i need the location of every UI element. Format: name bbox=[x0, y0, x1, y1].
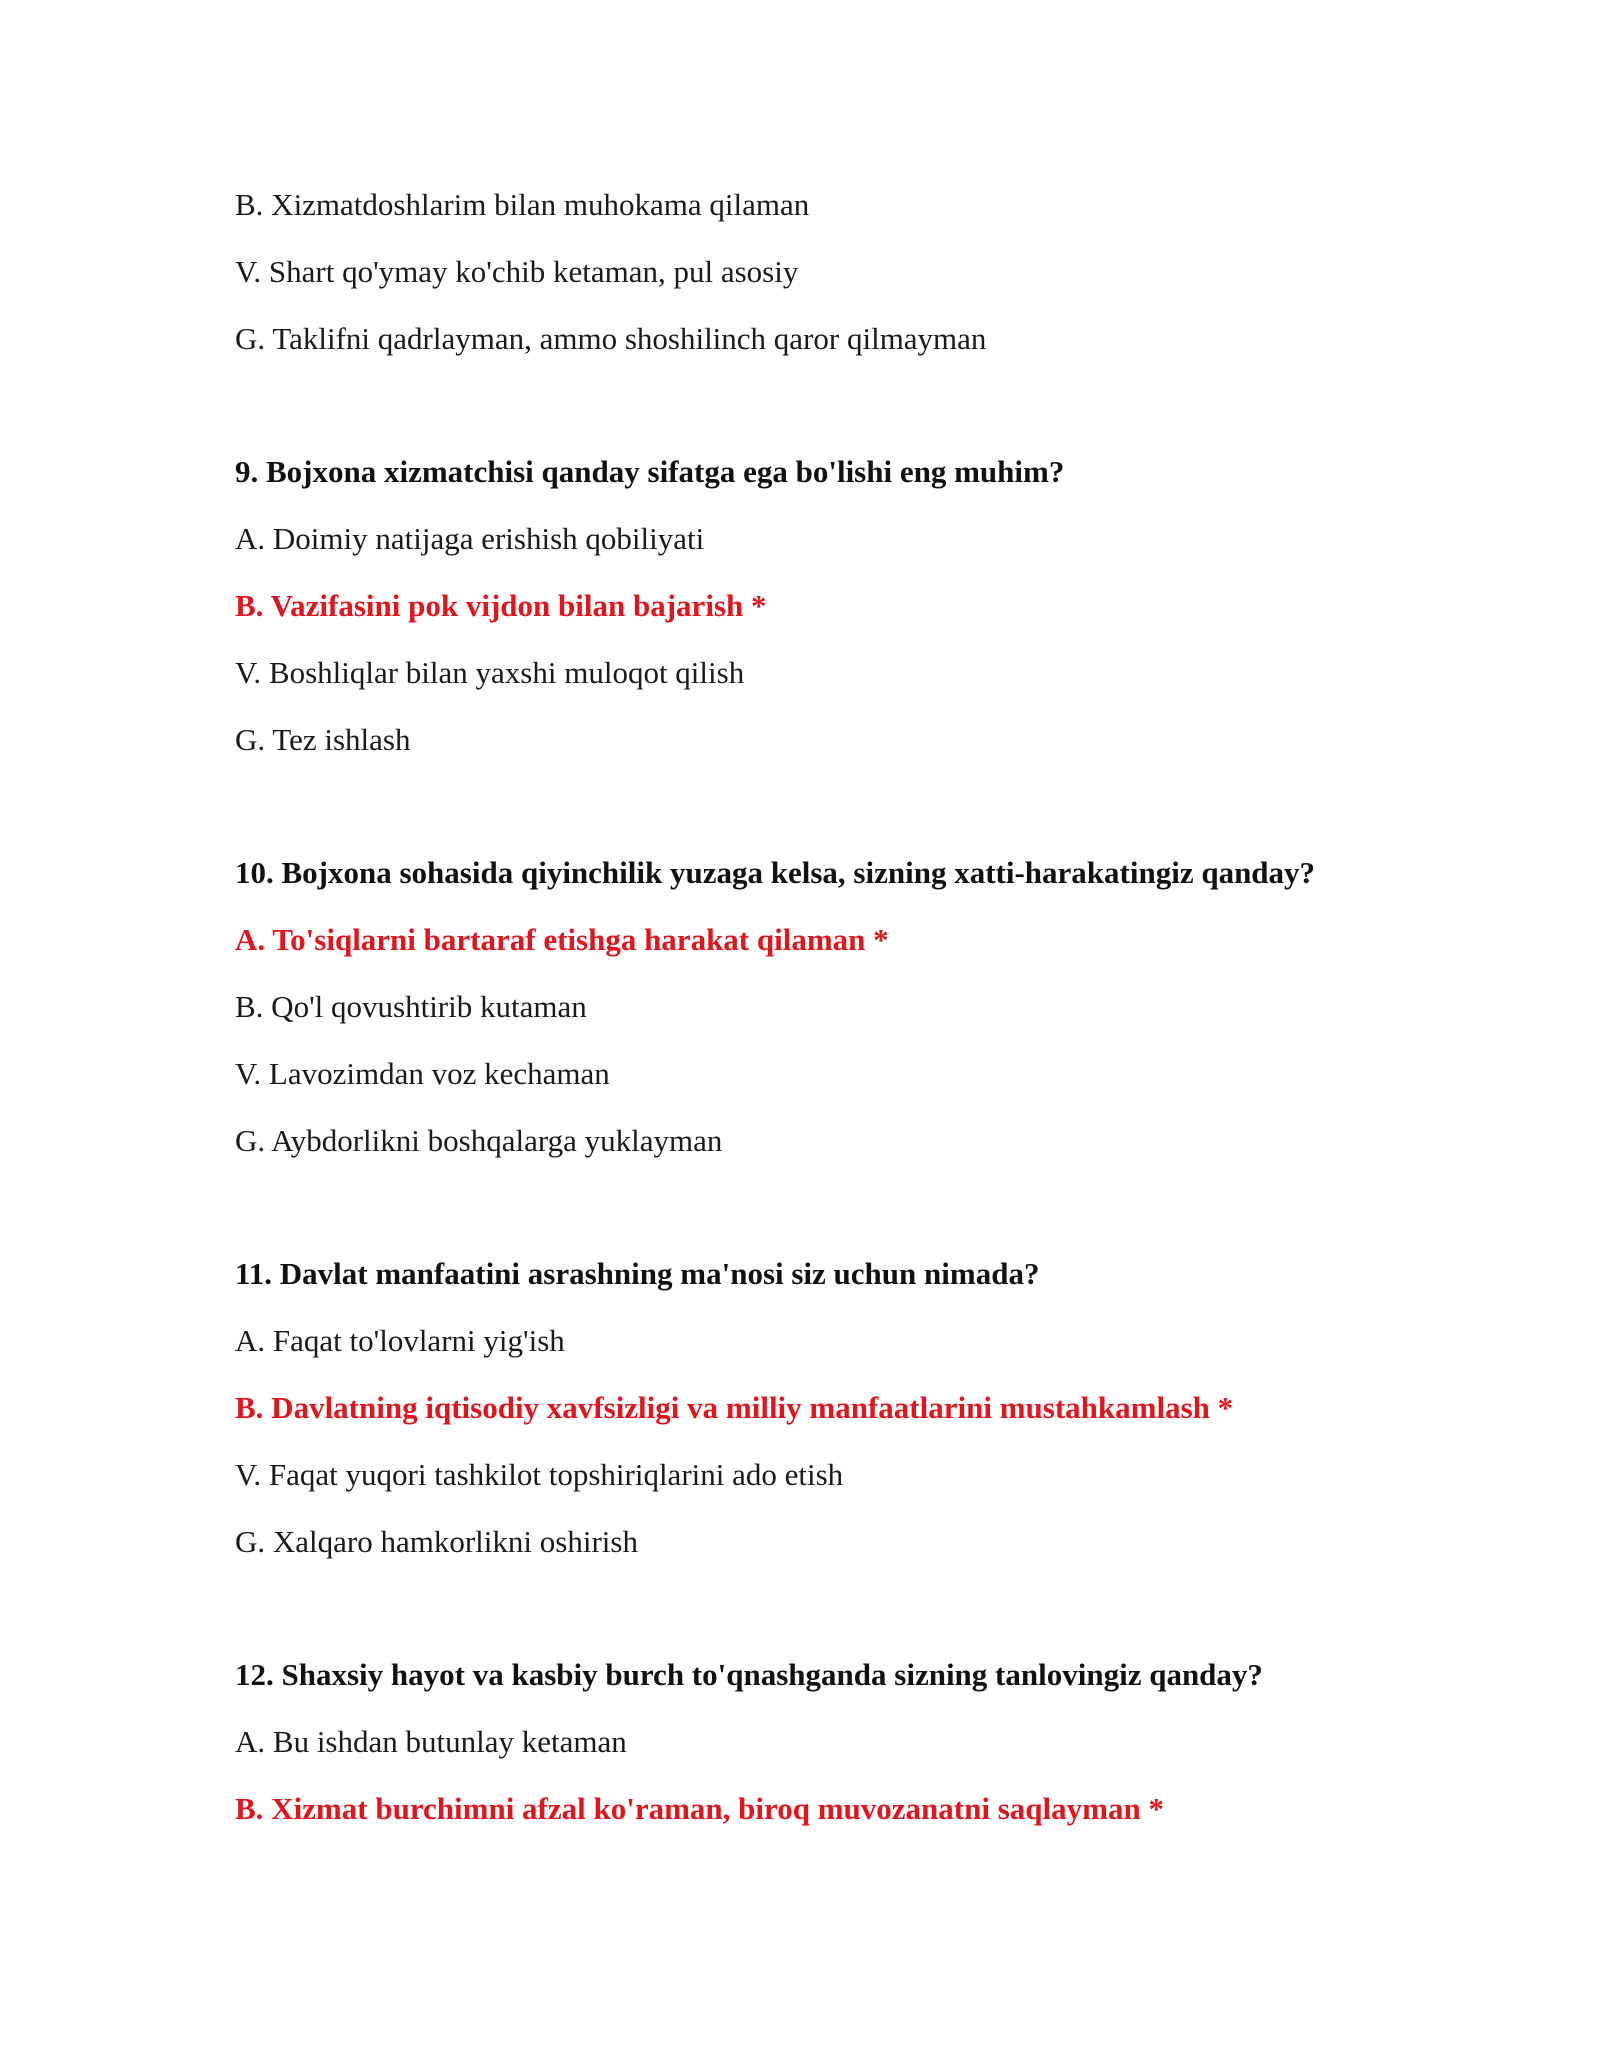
question-heading: 10. Bojxona sohasida qiyinchilik yuzaga kelsa, sizning xatti-harakatingiz qanday? bbox=[235, 855, 1316, 890]
question-heading: 12. Shaxsiy hayot va kasbiy burch to'qnashganda sizning tanlovingiz qanday? bbox=[235, 1657, 1263, 1692]
answer-option: V. Lavozimdan voz kechaman bbox=[235, 1056, 610, 1091]
answer-option: V. Shart qo'ymay ko'chib ketaman, pul asosiy bbox=[235, 254, 799, 289]
answer-option: A. Faqat to'lovlarni yig'ish bbox=[235, 1323, 565, 1358]
answer-option: B. Qo'l qovushtirib kutaman bbox=[235, 989, 587, 1024]
answer-option: G. Tez ishlash bbox=[235, 722, 411, 757]
answer-option: V. Boshliqlar bilan yaxshi muloqot qilish bbox=[235, 655, 745, 690]
correct-answer-option: A. To'siqlarni bartaraf etishga harakat qilaman * bbox=[235, 922, 889, 957]
correct-answer-option: B. Vazifasini pok vijdon bilan bajarish * bbox=[235, 588, 767, 623]
answer-option: B. Xizmatdoshlarim bilan muhokama qilaman bbox=[235, 187, 810, 222]
answer-option: A. Doimiy natijaga erishish qobiliyati bbox=[235, 521, 705, 556]
question-heading: 9. Bojxona xizmatchisi qanday sifatga ega bo'lishi eng muhim? bbox=[235, 454, 1065, 489]
answer-option: V. Faqat yuqori tashkilot topshiriqlarini ado etish bbox=[235, 1457, 844, 1492]
answer-option: G. Taklifni qadrlayman, ammo shoshilinch qaror qilmayman bbox=[235, 321, 987, 356]
correct-answer-option: B. Xizmat burchimni afzal ko'raman, biroq muvozanatni saqlayman * bbox=[235, 1791, 1164, 1826]
answer-option: G. Aybdorlikni boshqalarga yuklayman bbox=[235, 1123, 723, 1158]
answer-option: G. Xalqaro hamkorlikni oshirish bbox=[235, 1524, 638, 1559]
correct-answer-option: B. Davlatning iqtisodiy xavfsizligi va milliy manfaatlarini mustahkamlash * bbox=[235, 1390, 1234, 1425]
answer-option: A. Bu ishdan butunlay ketaman bbox=[235, 1724, 627, 1759]
question-heading: 11. Davlat manfaatini asrashning ma'nosi siz uchun nimada? bbox=[235, 1256, 1040, 1291]
